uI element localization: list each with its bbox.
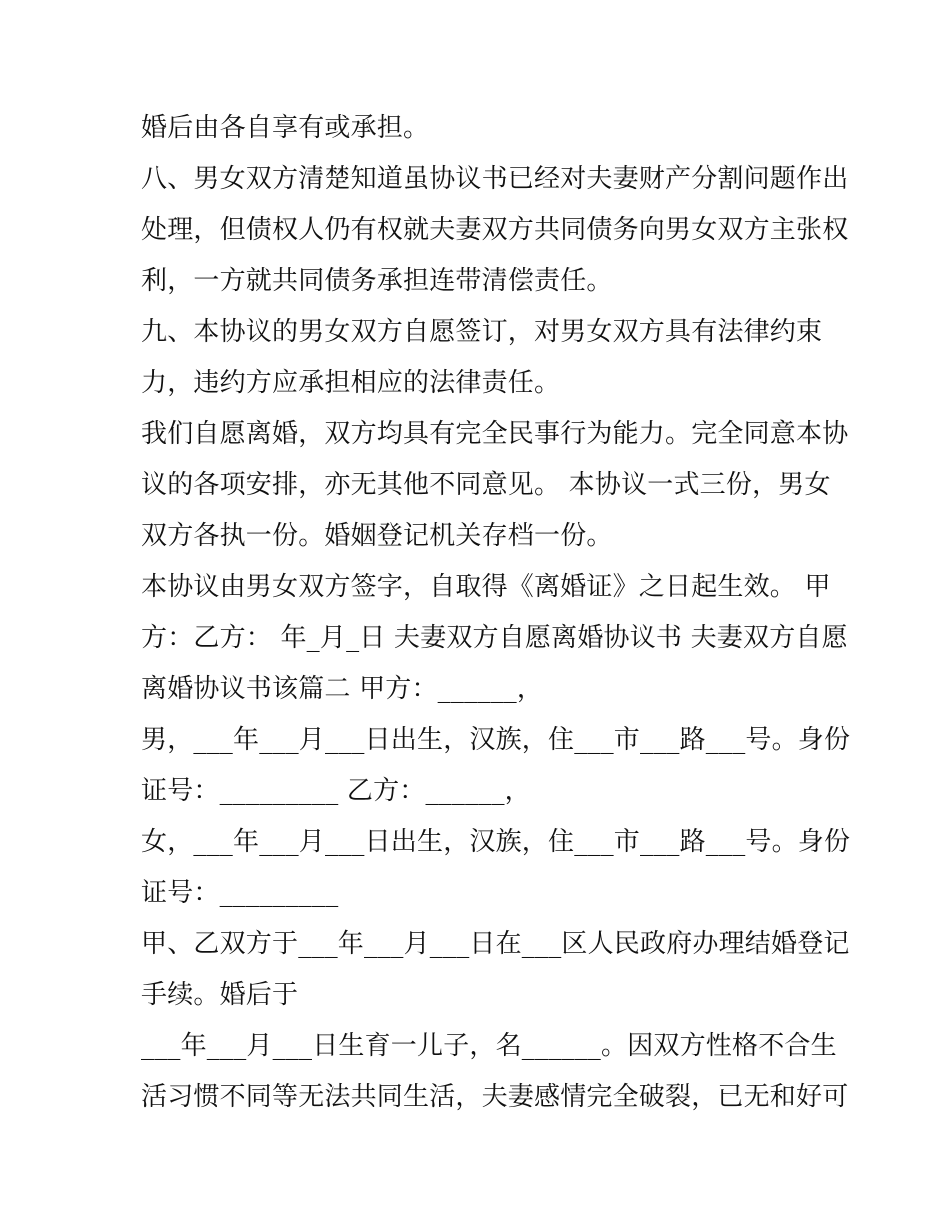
text-line: 甲、乙双方于___年___月___日在___区人民政府办理结婚登记 — [141, 929, 850, 959]
text-line: ___年___月___日生育一儿子，名______。因双方性格不合生 — [141, 1031, 837, 1061]
text-line: 本协议由男女双方签字，自取得《离婚证》之日起生效。 甲 — [141, 572, 831, 602]
text-line: 婚后由各自享有或承担。 — [141, 113, 430, 143]
text-line: 证号：_________ 乙方：______， — [141, 776, 531, 806]
text-line: 利，一方就共同债务承担连带清偿责任。 — [141, 266, 613, 296]
text-line: 离婚协议书该篇二 甲方：______， — [141, 674, 544, 704]
text-line: 男，___年___月___日出生，汉族，住___市___路___号。身份 — [141, 725, 851, 755]
text-line: 活习惯不同等无法共同生活，夫妻感情完全破裂，已无和好可 — [141, 1082, 849, 1112]
text-line: 处理，但债权人仍有权就夫妻双方共同债务向男女双方主张权 — [141, 215, 849, 245]
text-line: 手续。婚后于 — [141, 980, 299, 1010]
text-line: 女，___年___月___日出生，汉族，住___市___路___号。身份 — [141, 827, 851, 857]
text-line: 双方各执一份。婚姻登记机关存档一份。 — [141, 521, 613, 551]
text-line: 议的各项安排，亦无其他不同意见。 本协议一式三份，男女 — [141, 470, 831, 500]
text-line: 证号：_________ — [141, 878, 339, 908]
text-line: 方：乙方： 年_月_日 夫妻双方自愿离婚协议书 夫妻双方自愿 — [141, 623, 848, 653]
text-line: 我们自愿离婚，双方均具有完全民事行为能力。完全同意本协 — [141, 419, 849, 449]
text-line: 九、本协议的男女双方自愿签订，对男女双方具有法律约束 — [141, 317, 823, 347]
text-line: 八、男女双方清楚知道虽协议书已经对夫妻财产分割问题作出 — [141, 164, 849, 194]
text-line: 力，违约方应承担相应的法律责任。 — [141, 368, 561, 398]
